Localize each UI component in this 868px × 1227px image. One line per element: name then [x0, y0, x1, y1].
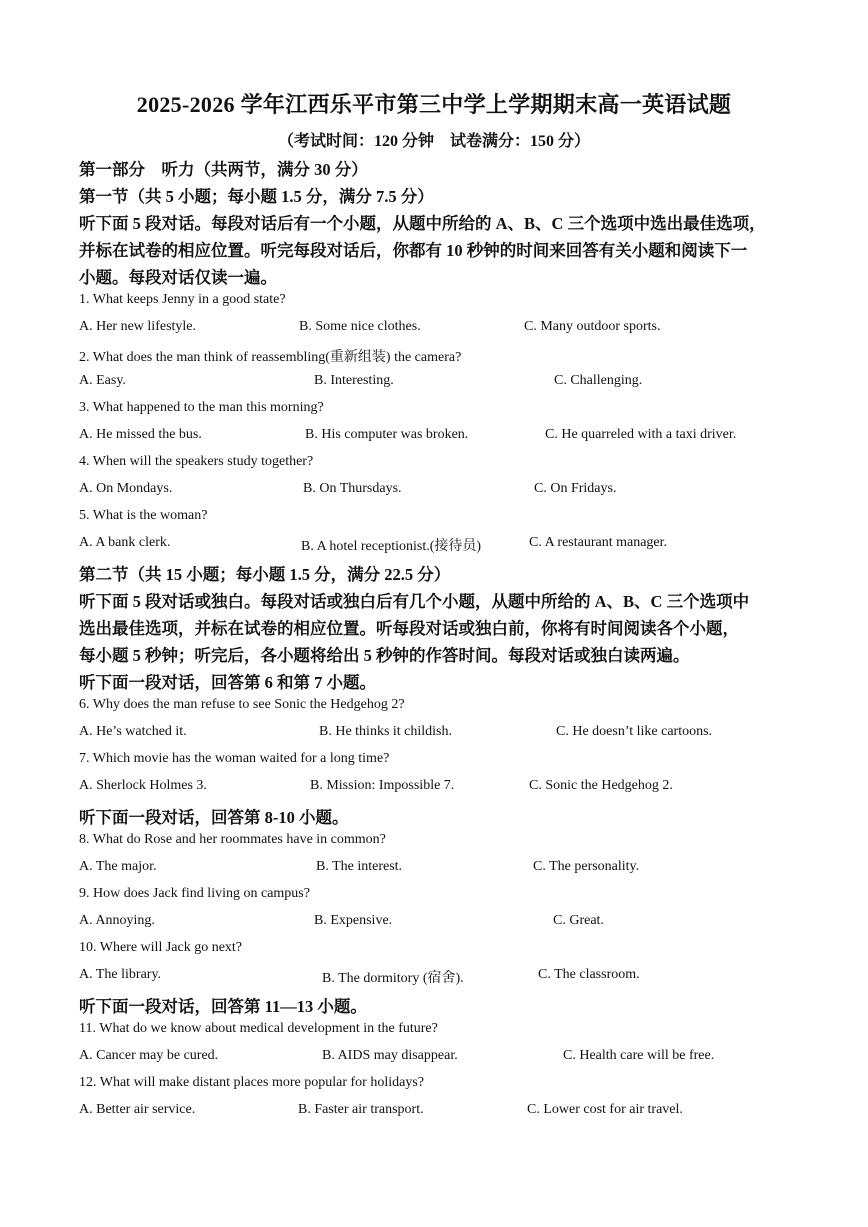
question-text: 12. What will make distant places more popular for holidays?: [79, 1075, 424, 1090]
option-c: C. The personality.: [533, 859, 640, 874]
option-a: A. Cancer may be cured.: [79, 1048, 219, 1063]
option-a: A. He missed the bus.: [79, 427, 202, 442]
option-b: B. Mission: Impossible 7.: [310, 778, 455, 793]
question-text: 4. When will the speakers study together?: [79, 454, 314, 469]
option-b: B. The interest.: [316, 859, 403, 874]
instruction-line: 听下面 5 段对话或独白。每段对话或独白后有几个小题，从题中所给的 A、B、C 三个选项中: [79, 592, 750, 611]
option-a: A. The library.: [79, 967, 162, 982]
question-text: 3. What happened to the man this morning?: [79, 400, 324, 415]
option-c: C. A restaurant manager.: [529, 535, 668, 550]
option-a: A. Better air service.: [79, 1102, 196, 1117]
option-c: C. Challenging.: [554, 373, 643, 388]
option-b: B. AIDS may disappear.: [322, 1048, 458, 1063]
option-b: B. On Thursdays.: [303, 481, 402, 496]
option-a: A. Annoying.: [79, 913, 155, 928]
option-c: C. Sonic the Hedgehog 2.: [529, 778, 673, 793]
option-c: C. The classroom.: [538, 967, 640, 982]
question-text: 7. Which movie has the woman waited for a long time?: [79, 751, 390, 766]
option-b: B. Faster air transport.: [298, 1102, 424, 1117]
option-b: B. His computer was broken.: [305, 427, 469, 442]
option-a: A. Easy.: [79, 373, 126, 388]
option-a: A. He’s watched it.: [79, 724, 187, 739]
option-a: A. Her new lifestyle.: [79, 319, 197, 334]
option-c: C. Great.: [553, 913, 604, 928]
instruction-line: 每小题 5 秒钟；听完后，各小题将给出 5 秒钟的作答时间。每段对话或独白读两遍。: [79, 646, 690, 665]
question-text: 5. What is the woman?: [79, 508, 208, 523]
option-b: B. Some nice clothes.: [299, 319, 421, 334]
question-text: 9. How does Jack find living on campus?: [79, 886, 310, 901]
instruction-line: 听下面 5 段对话。每段对话后有一个小题，从题中所给的 A、B、C 三个选项中选出最佳选项，: [79, 214, 766, 233]
part-heading: 第一部分 听力（共两节，满分 30 分）: [79, 160, 368, 179]
question-text: 1. What keeps Jenny in a good state?: [79, 292, 286, 307]
section-heading: 第二节（共 15 小题；每小题 1.5 分，满分 22.5 分）: [79, 565, 451, 584]
group-header: 听下面一段对话，回答第 6 和第 7 小题。: [79, 673, 376, 692]
question-text: 6. Why does the man refuse to see Sonic the Hedgehog 2?: [79, 697, 405, 712]
option-c: C. On Fridays.: [534, 481, 617, 496]
option-c: C. He quarreled with a taxi driver.: [545, 427, 737, 442]
exam-info: （考试时间：120 分钟 试卷满分：150 分）: [277, 133, 590, 150]
option-b: B. He thinks it childish.: [319, 724, 452, 739]
question-text: 8. What do Rose and her roommates have in common?: [79, 832, 386, 847]
question-text: 10. Where will Jack go next?: [79, 940, 243, 955]
instruction-line: 选出最佳选项，并标在试卷的相应位置。听每段对话或独白前，你将有时间阅读各个小题，: [79, 619, 739, 638]
page-title: 2025-2026 学年江西乐平市第三中学上学期期末高一英语试题: [136, 92, 732, 117]
option-a: A. A bank clerk.: [79, 535, 171, 550]
question-text: 2. What does the man think of reassembling(重新组装) the camera?: [79, 350, 462, 365]
option-b: B. Interesting.: [314, 373, 394, 388]
option-c: C. Many outdoor sports.: [524, 319, 661, 334]
option-a: A. Sherlock Holmes 3.: [79, 778, 207, 793]
option-b: B. The dormitory (宿舍).: [322, 971, 464, 986]
option-c: C. Lower cost for air travel.: [527, 1102, 683, 1117]
option-c: C. Health care will be free.: [563, 1048, 715, 1063]
instruction-line: 小题。每段对话仅读一遍。: [79, 268, 277, 287]
option-c: C. He doesn’t like cartoons.: [556, 724, 713, 739]
option-b: B. Expensive.: [314, 913, 393, 928]
option-a: A. On Mondays.: [79, 481, 173, 496]
section-heading: 第一节（共 5 小题；每小题 1.5 分，满分 7.5 分）: [79, 187, 434, 206]
instruction-line: 并标在试卷的相应位置。听完每段对话后，你都有 10 秒钟的时间来回答有关小题和阅读下一: [79, 241, 748, 260]
option-b: B. A hotel receptionist.(接待员): [301, 539, 482, 554]
group-header: 听下面一段对话，回答第 11—13 小题。: [79, 997, 367, 1016]
question-text: 11. What do we know about medical development in the future?: [79, 1021, 438, 1036]
option-a: A. The major.: [79, 859, 157, 874]
group-header: 听下面一段对话，回答第 8-10 小题。: [79, 808, 349, 827]
